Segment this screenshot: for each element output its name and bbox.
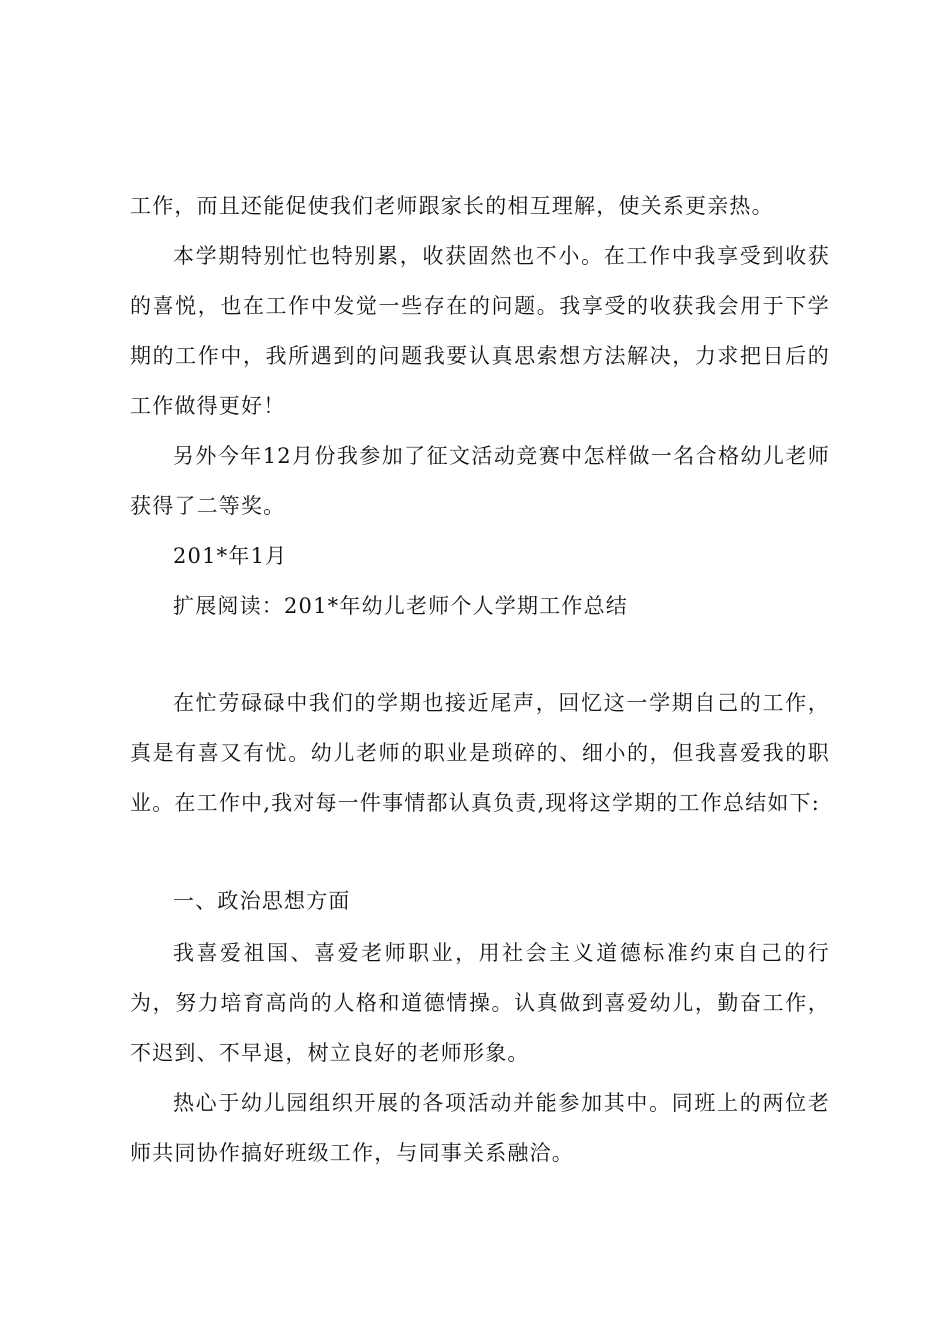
text-line: 业。在工作中,我对每一件事情都认真负责,现将这学期的工作总结如下: xyxy=(130,791,821,815)
date-line: 201*年1月 xyxy=(173,544,288,568)
extended-reading-title: 扩展阅读：201*年幼儿老师个人学期工作总结 xyxy=(173,594,628,618)
section-heading: 一、政治思想方面 xyxy=(173,889,351,913)
text-line: 真是有喜又有忧。幼儿老师的职业是琐碎的、细小的，但我喜爱我的职 xyxy=(130,741,830,765)
text-line: 工作做得更好！ xyxy=(130,394,286,418)
text-line: 的喜悦，也在工作中发觉一些存在的问题。我享受的收获我会用于下学 xyxy=(130,294,830,318)
text-line: 获得了二等奖。 xyxy=(130,494,286,518)
text-line: 期的工作中，我所遇到的问题我要认真思索想方法解决，力求把日后的 xyxy=(130,344,830,368)
text-line: 工作，而且还能促使我们老师跟家长的相互理解，使关系更亲热。 xyxy=(130,194,774,218)
paragraph-first-line: 另外今年12月份我参加了征文活动竞赛中怎样做一名合格幼儿老师 xyxy=(173,444,830,468)
paragraph-first-line: 我喜爱祖国、喜爱老师职业，用社会主义道德标准约束自己的行 xyxy=(173,941,830,965)
text-line: 不迟到、不早退，树立良好的老师形象。 xyxy=(130,1041,530,1065)
text-line: 师共同协作搞好班级工作，与同事关系融洽。 xyxy=(130,1141,574,1165)
paragraph-first-line: 在忙劳碌碌中我们的学期也接近尾声，回忆这一学期自己的工作， xyxy=(173,691,830,715)
text-line: 为，努力培育高尚的人格和道德情操。认真做到喜爱幼儿，勤奋工作， xyxy=(130,991,830,1015)
paragraph-first-line: 热心于幼儿园组织开展的各项活动并能参加其中。同班上的两位老 xyxy=(173,1091,830,1115)
paragraph-first-line: 本学期特别忙也特别累，收获固然也不小。在工作中我享受到收获 xyxy=(173,244,830,268)
